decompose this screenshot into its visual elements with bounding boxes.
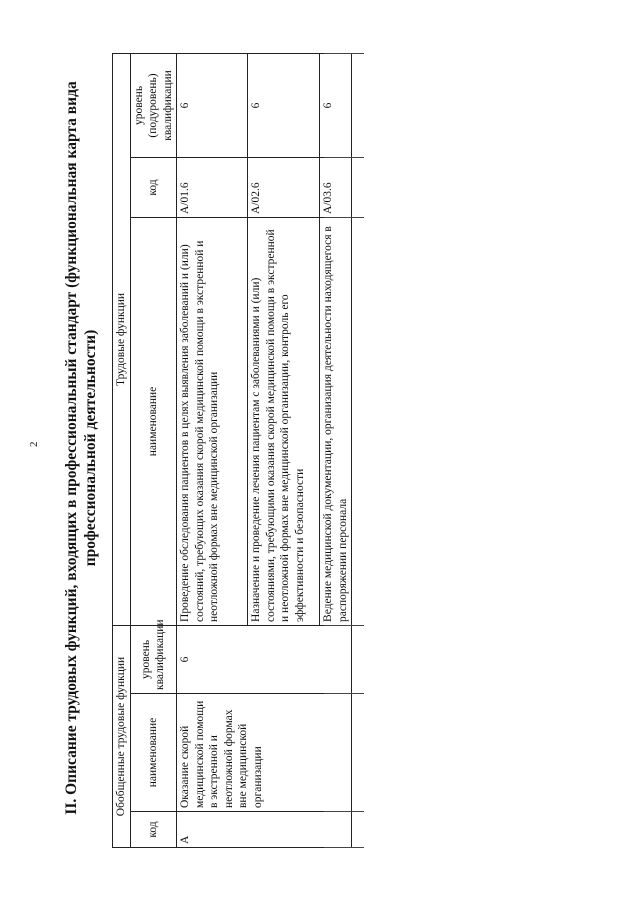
- function-name: Проведение обследования пациентов в целях выявления заболеваний и (или) состояний, требующих оказания скорой медицинской помощи в экстренной и неотложной формах вне медицинской организации: [177, 217, 248, 625]
- table-border-line: [324, 847, 364, 848]
- header-code: код: [130, 812, 177, 848]
- table-border-line: [324, 217, 364, 218]
- header-level: уровень квалификации: [130, 625, 177, 693]
- header-tf-code: код: [130, 157, 177, 217]
- header-name: наименование: [130, 694, 177, 812]
- table-border-line: [324, 811, 364, 812]
- header-tf-level: уровень (подуровень) квалификации: [130, 53, 177, 157]
- header-tf-name: наименование: [130, 217, 177, 625]
- generalized-name: Оказание скорой медицинской помощи в экстренной и неотложной формах вне медицинской организации: [177, 694, 352, 812]
- section-title: [62, 48, 100, 848]
- page-number: 2: [28, 441, 40, 447]
- function-code: A/03.6: [320, 157, 352, 217]
- function-code: A/02.6: [248, 157, 320, 217]
- table-continuation-lines: [324, 54, 364, 848]
- function-name: Ведение медицинской документации, организация деятельности находящегося в распоряжении персонала: [320, 217, 352, 625]
- table-border-line: [324, 625, 364, 626]
- table-row: [177, 53, 248, 847]
- table-subheader-row: [130, 53, 177, 847]
- function-level: 6: [248, 53, 320, 157]
- table-border-line: [324, 53, 364, 54]
- section-title-line-1: II. Описание трудовых функций, входящих в профессиональный стандарт (функциональная карта вида: [63, 81, 80, 815]
- function-level: 6: [177, 53, 248, 157]
- header-labor-functions: Трудовые функции: [113, 53, 131, 625]
- section-title-line-2: профессиональной деятельности): [82, 329, 99, 567]
- document-page: [62, 48, 592, 848]
- function-code: A/01.6: [177, 157, 248, 217]
- table-header-row: [113, 53, 131, 847]
- generalized-code: A: [177, 812, 352, 848]
- table-border-line: [324, 693, 364, 694]
- table-border-line: [324, 157, 364, 158]
- functional-map-table: [112, 53, 352, 848]
- header-generalized-functions: Обобщенные трудовые функции: [113, 625, 131, 847]
- function-level: 6: [320, 53, 352, 157]
- generalized-level: 6: [177, 625, 352, 693]
- function-name: Назначение и проведение лечения пациентам с заболеваниями и (или) состояниями, требующими оказания скорой медицинской помощи в экстренной и неотложной формах вне медицинской организации, контроль его эффективности и безопасности: [248, 217, 320, 625]
